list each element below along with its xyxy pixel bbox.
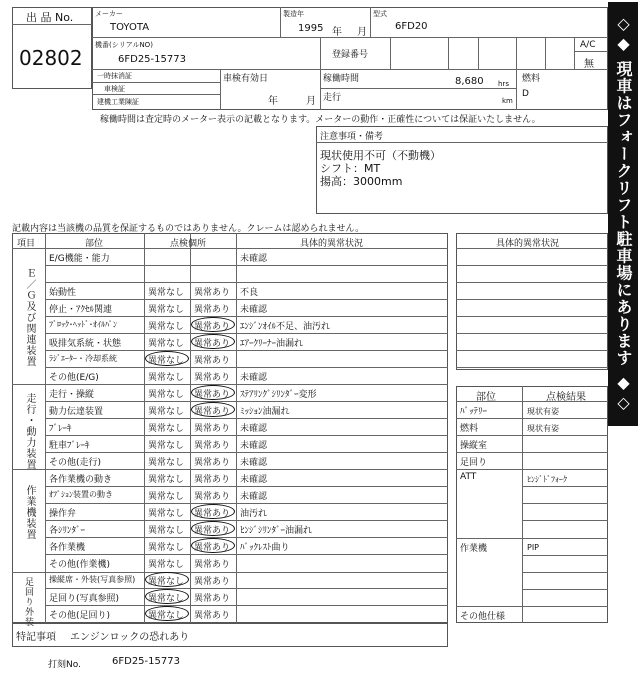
fuel-label: 燃料 (522, 74, 541, 84)
ng-option: 異常あり (194, 509, 231, 519)
remarks-line: 揚高：3000mm (320, 175, 403, 188)
km-unit: km (502, 97, 513, 105)
remarks-line: 現状使用不可（不動機） (320, 149, 441, 162)
row-part: 走行・操縦 (49, 390, 95, 400)
stamp-value: 6FD25-15773 (112, 656, 180, 667)
row-part: その他(足回り) (49, 611, 111, 621)
hours-value: 8,680 (455, 76, 484, 87)
row-part: 足回り(写真参照) (49, 594, 120, 604)
row-part: 動力伝達装置 (49, 407, 104, 417)
vehicle-cert-label: 車検証 (104, 85, 125, 93)
row-part: 停止・ｱｸｾﾙ関連 (49, 305, 113, 315)
ok-circle-mark (145, 606, 189, 621)
ok-option: 異常なし (148, 458, 185, 468)
ok-option: 異常なし (148, 594, 185, 604)
table-header: 具体的異常状況 (300, 239, 364, 249)
row-part: その他(E/G) (49, 373, 99, 383)
row-part: 駐車ﾌﾞﾚｰｷ (49, 441, 90, 451)
fuel-value: D (522, 89, 529, 99)
row-part: その他(走行) (49, 458, 102, 468)
row-status: 未確認 (240, 458, 268, 468)
row-part: 操作弁 (49, 509, 77, 519)
ok-option: 異常なし (148, 509, 185, 519)
row-part: ﾗｼﾞｴｰﾀｰ・冷却系統 (49, 354, 117, 363)
row-status: 不良 (240, 288, 259, 298)
ok-option: 異常なし (148, 322, 185, 332)
maker-value: TOYOTA (110, 22, 150, 33)
ng-option: 異常あり (194, 288, 231, 298)
ng-option: 異常あり (194, 611, 231, 621)
result-value: 現状有姿 (527, 407, 559, 416)
ok-option: 異常なし (148, 526, 185, 536)
group-label: 足回り外装 (23, 577, 33, 627)
ng-circle-mark (191, 334, 235, 349)
row-status: 未確認 (240, 254, 268, 264)
ng-option: 異常あり (194, 526, 231, 536)
row-part: 各作業機 (49, 543, 86, 553)
year-unit: 年 (332, 27, 342, 38)
ng-circle-mark (191, 504, 235, 519)
ng-option: 異常あり (194, 322, 231, 332)
reg-label: 登録番号 (332, 50, 369, 60)
table-header: 項目 (17, 239, 36, 249)
inspect-label: 車検有効日 (223, 74, 269, 84)
result-value: PIP (527, 543, 540, 552)
row-status: 未確認 (240, 305, 268, 315)
row-status: ﾋﾝｼﾞｼﾘﾝﾀﾞｰ油漏れ (240, 526, 313, 536)
ng-option: 異常あり (194, 560, 231, 570)
ng-option: 異常あり (194, 475, 231, 485)
side-banner: ◇◆ 現車はフォークリフト駐車場にあります ◆◇ (608, 2, 638, 426)
result-part: 操縦室 (460, 441, 488, 451)
quality-disclaimer: 記載内容は当該機の品質を保証するものではありません。クレームは認められません。 (12, 224, 365, 234)
row-status: ﾊﾞｯｸﾚｽﾄ曲り (240, 543, 290, 553)
temp-cert-label: 一時抹消証 (97, 72, 132, 80)
lot-number: 02802 (19, 46, 83, 70)
model-label: 型式 (373, 10, 387, 18)
ng-option: 異常あり (194, 407, 231, 417)
maker-label: メーカー (95, 10, 123, 18)
ok-circle-mark (145, 351, 189, 366)
result-part: 燃料 (460, 424, 479, 434)
result-part: ﾊﾞｯﾃﾘｰ (460, 407, 488, 417)
result-part: ATT (460, 472, 477, 482)
row-status: 未確認 (240, 492, 268, 502)
lot-label: 出 品 No. (26, 11, 74, 24)
row-status: 油汚れ (240, 509, 268, 519)
year-value: 1995 (298, 23, 324, 34)
ok-option: 異常なし (148, 305, 185, 315)
ok-option: 異常なし (148, 475, 185, 485)
ok-option: 異常なし (148, 390, 185, 400)
row-status: ｴﾝｼﾞﾝｵｲﾙ不足、油汚れ (240, 322, 331, 332)
row-status: 未確認 (240, 441, 268, 451)
ng-circle-mark (191, 538, 235, 553)
ok-option: 異常なし (148, 373, 185, 383)
row-part: 始動性 (49, 288, 77, 298)
row-status: ｴｱｰｸﾘｰﾅｰ油漏れ (240, 339, 304, 349)
ok-option: 異常なし (148, 560, 185, 570)
result-header: 点検結果 (546, 392, 586, 403)
ng-circle-mark (191, 402, 235, 417)
ok-circle-mark (145, 572, 189, 587)
row-status: 未確認 (240, 475, 268, 485)
ng-circle-mark (191, 317, 235, 332)
ok-option: 異常なし (148, 543, 185, 553)
hours-label: 稼働時間 (323, 74, 360, 84)
stamp-label: 打刻No. (48, 660, 81, 670)
result-value: 現状有姿 (527, 424, 559, 433)
ng-option: 異常あり (194, 458, 231, 468)
ok-option: 異常なし (148, 356, 185, 366)
row-part: その他(作業機) (49, 560, 111, 570)
row-status: 未確認 (240, 424, 268, 434)
ng-option: 異常あり (194, 356, 231, 366)
ok-option: 異常なし (148, 611, 185, 621)
inspect-month: 月 (306, 96, 316, 107)
ac-label: A/C (580, 40, 596, 50)
month-unit: 月 (357, 27, 367, 38)
row-part: E/G機能・能力 (49, 254, 110, 264)
ok-option: 異常なし (148, 339, 185, 349)
result-value: ﾋﾝｼﾞﾄﾞﾌｫｰｸ (527, 475, 567, 484)
row-part: 操縦席・外装(写真参照) (49, 575, 136, 584)
special-label: 特記事項 (16, 632, 56, 643)
group-label: 走行・動力装置 (24, 393, 35, 470)
remarks-label: 注意事項・備考 (320, 132, 384, 142)
row-part: 各作業機の動き (49, 475, 113, 485)
result-table (456, 386, 608, 623)
hours-unit: hrs (498, 80, 509, 88)
ok-option: 異常なし (148, 407, 185, 417)
row-status: ｽﾃｱﾘﾝｸﾞｼﾘﾝﾀﾞｰ変形 (240, 390, 317, 400)
table-header: 部位 (85, 239, 104, 249)
row-status: 未確認 (240, 373, 268, 383)
serial-label: 機番(シリアルNO) (95, 41, 153, 49)
result-part: 作業機 (460, 544, 488, 554)
ok-option: 異常なし (148, 424, 185, 434)
ok-option: 異常なし (148, 288, 185, 298)
model-value: 6FD20 (395, 21, 428, 32)
row-status: ﾐｯｼｮﾝ油漏れ (240, 407, 290, 417)
row-part: 吸排気系統・状態 (49, 339, 122, 349)
result-header: 部位 (476, 392, 496, 403)
serial-value: 6FD25-15773 (118, 54, 186, 65)
run-label: 走行 (323, 93, 342, 103)
ng-circle-mark (191, 385, 235, 400)
ac-value: 無 (584, 59, 594, 70)
ng-option: 異常あり (194, 339, 231, 349)
ng-circle-mark (191, 521, 235, 536)
ng-option: 異常あり (194, 492, 231, 502)
table-header: 点検個所 (170, 239, 207, 249)
hour-disclaimer: 稼働時間は査定時のメーター表示の記載となります。メーターの動作・正確性については保証いたしません。 (100, 115, 541, 125)
year-label: 製造年 (283, 10, 304, 18)
bf-cert-label: 建機工業陳証 (97, 98, 139, 106)
result-part: 足回り (460, 458, 488, 468)
ng-option: 異常あり (194, 305, 231, 315)
group-label: Ｅ／Ｇ及び関連装置 (24, 268, 35, 367)
right-top-header: 具体的異常状況 (496, 239, 560, 249)
row-part: 各ｼﾘﾝﾀﾞｰ (49, 526, 86, 536)
ok-option: 異常なし (148, 577, 185, 587)
ok-option: 異常なし (148, 492, 185, 502)
remarks-line: シフト：MT (320, 162, 381, 175)
ok-option: 異常なし (148, 441, 185, 451)
inspect-year: 年 (268, 96, 278, 107)
ng-option: 異常あり (194, 543, 231, 553)
special-value: エンジンロックの恐れあり (70, 632, 190, 643)
group-label: 作業機装置 (24, 485, 35, 540)
ng-option: 異常あり (194, 441, 231, 451)
row-part: ｵﾌﾟｼｮﾝ装置の動き (49, 490, 113, 499)
row-part: ﾌﾞﾚｰｷ (49, 424, 72, 434)
ng-option: 異常あり (194, 577, 231, 587)
ng-option: 異常あり (194, 373, 231, 383)
ng-option: 異常あり (194, 594, 231, 604)
row-part: ﾌﾞﾛｯｸ･ﾍｯﾄﾞ･ｵｲﾙﾊﾟﾝ (49, 320, 117, 329)
ok-circle-mark (145, 589, 189, 604)
result-part: その他仕様 (460, 612, 506, 622)
ng-option: 異常あり (194, 424, 231, 434)
ng-option: 異常あり (194, 390, 231, 400)
